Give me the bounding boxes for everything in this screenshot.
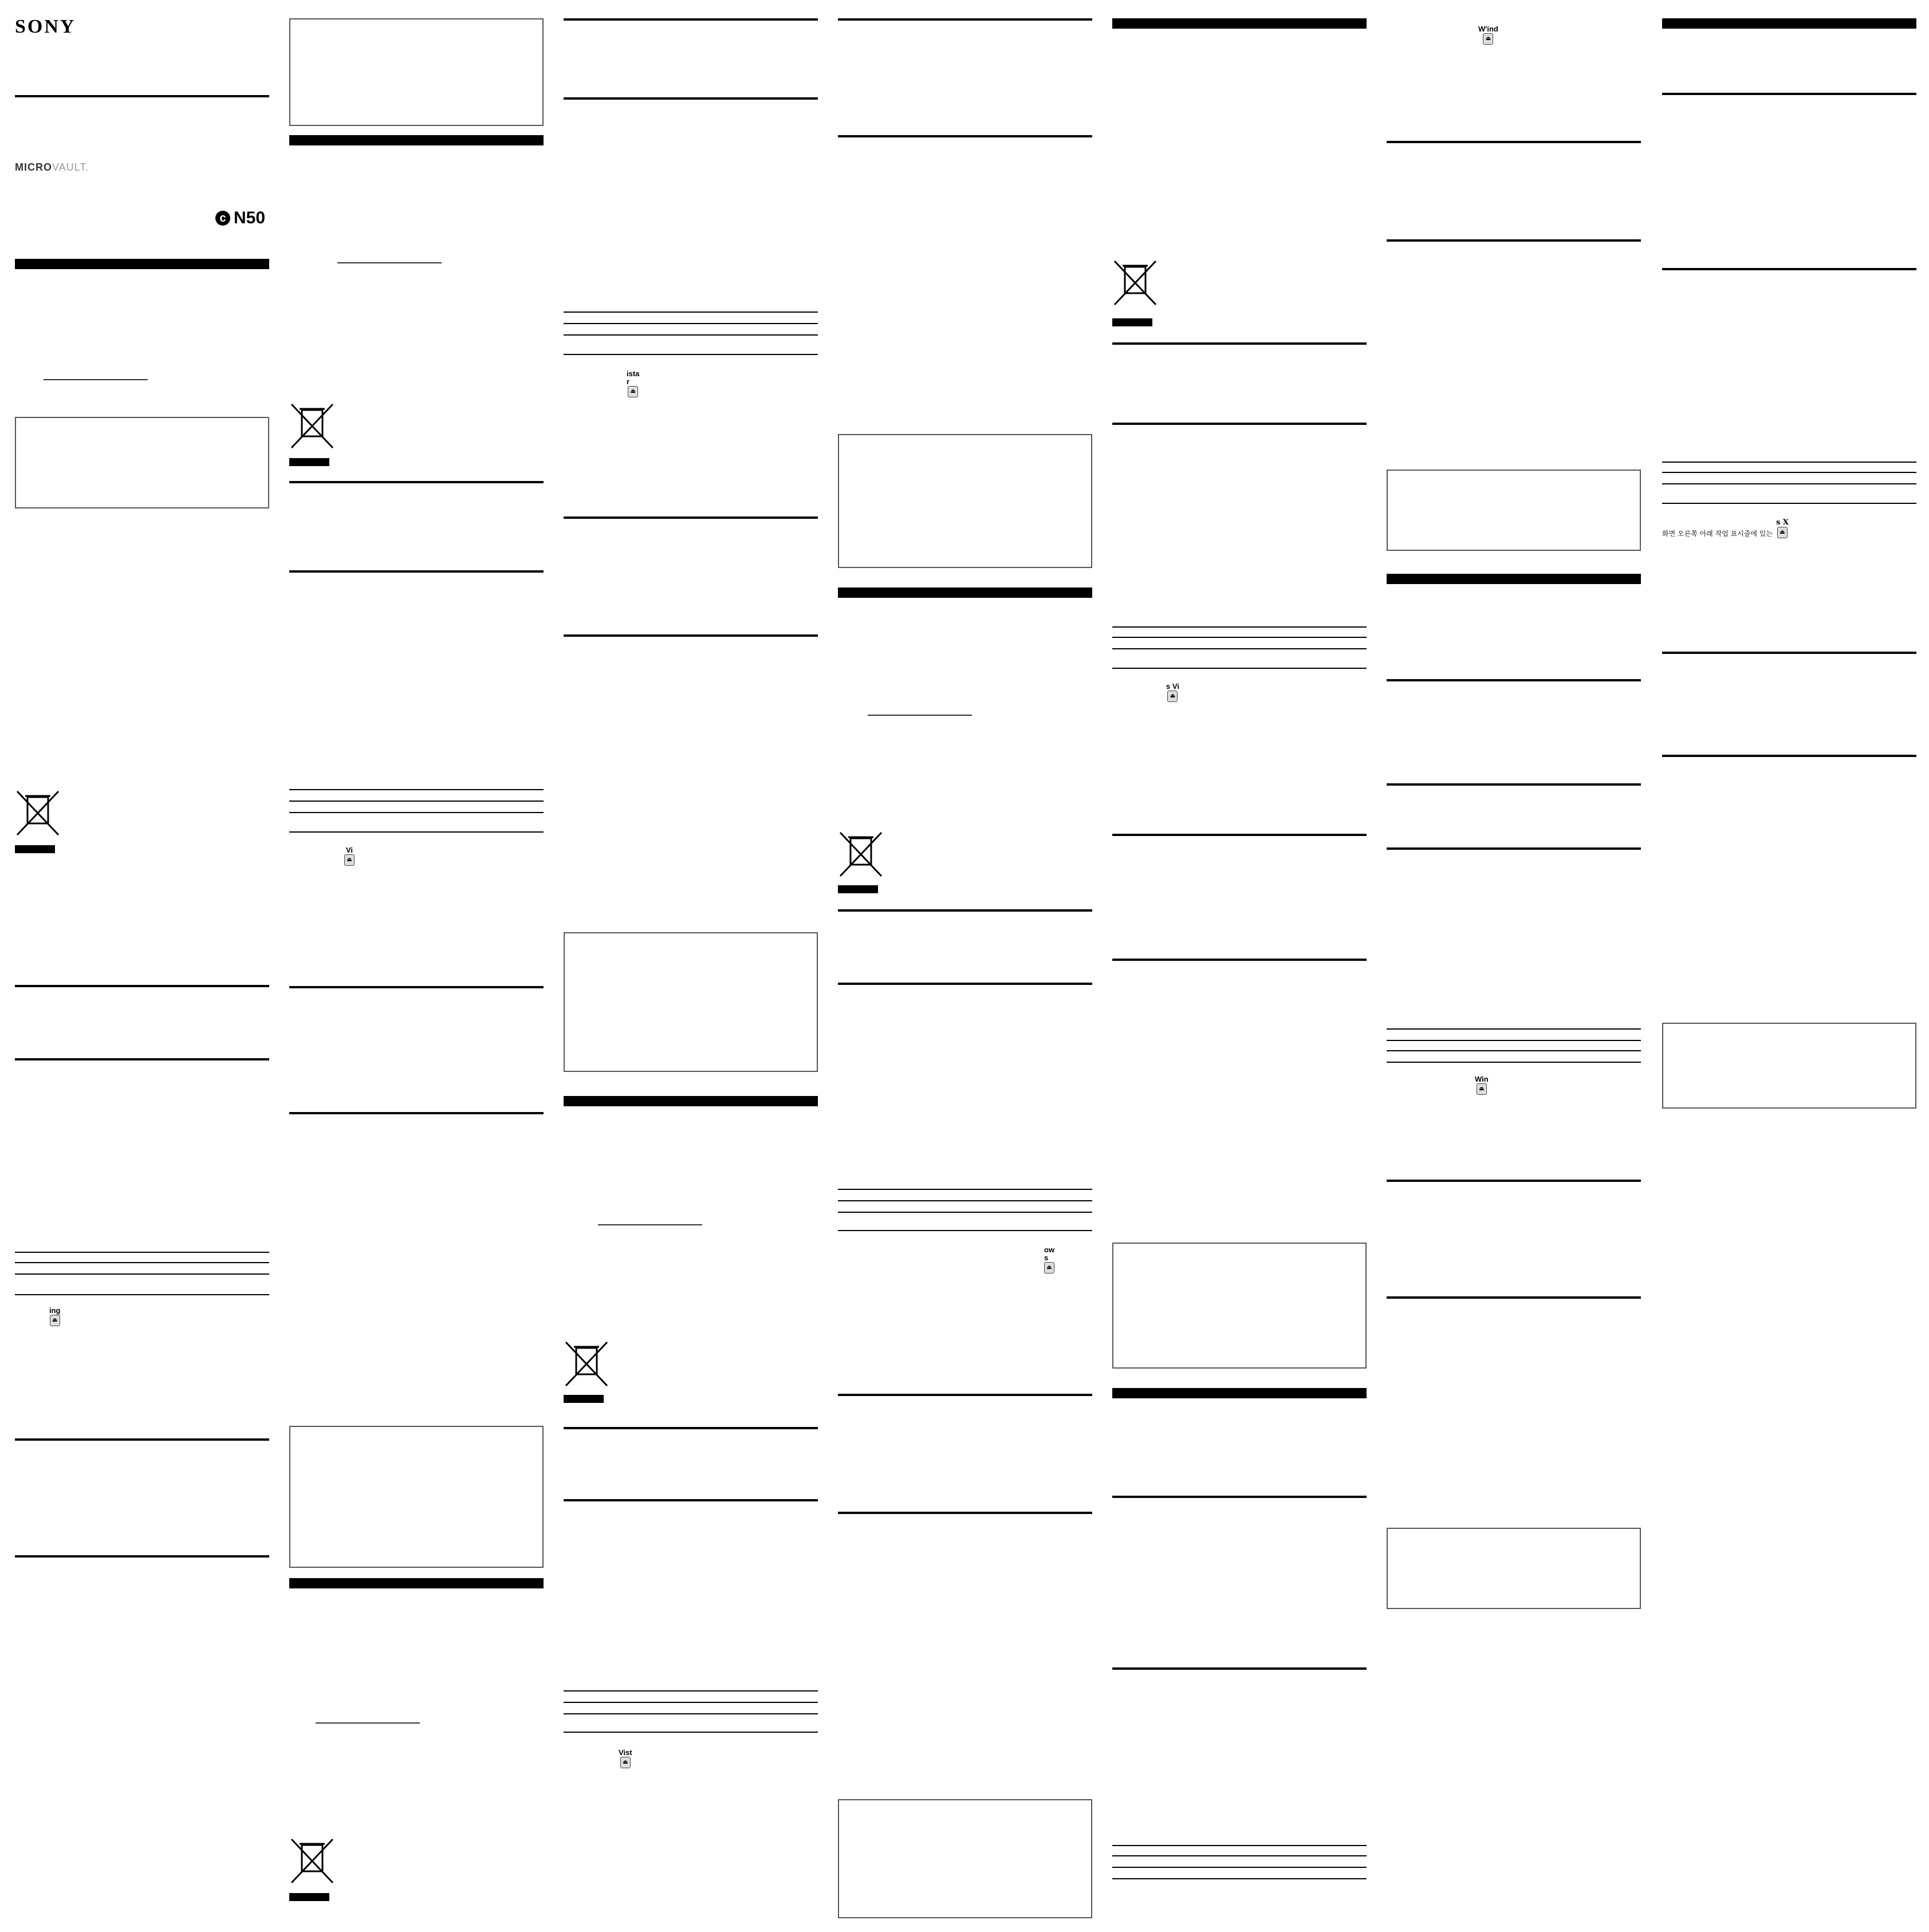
section-bar <box>1387 574 1641 584</box>
table-line <box>564 1690 818 1692</box>
notice-box <box>289 18 544 126</box>
table-line <box>1112 626 1367 628</box>
table-line <box>564 1732 818 1733</box>
divider <box>15 95 269 97</box>
section-bar <box>838 588 1092 598</box>
column-1 <box>15 0 269 1932</box>
table-line <box>1387 1028 1641 1030</box>
divider <box>564 97 818 100</box>
underline <box>598 1224 702 1225</box>
divider <box>564 634 818 637</box>
table-line <box>838 1212 1092 1213</box>
divider <box>1662 268 1916 270</box>
divider <box>15 1438 269 1441</box>
usb-tray-icon: ⏏ <box>1044 1262 1054 1273</box>
tray-icon-block: ista r ⏏ <box>627 370 639 397</box>
column-5 <box>1112 0 1367 1932</box>
tray-icon-block: Win ⏏ <box>1475 1075 1489 1095</box>
recycle-bar <box>289 1893 329 1901</box>
divider <box>838 18 1092 21</box>
divider <box>15 1555 269 1558</box>
notice-box <box>1387 470 1641 551</box>
table-line <box>1387 1050 1641 1051</box>
divider <box>838 135 1092 137</box>
table-line <box>289 801 544 802</box>
divider <box>1112 834 1367 836</box>
table-line <box>1387 1040 1641 1041</box>
recycle-bar <box>838 885 878 893</box>
table-line <box>1112 668 1367 669</box>
divider <box>1662 93 1916 95</box>
usb-tray-icon: ⏏ <box>1483 33 1493 45</box>
korean-instruction: 화면 오른쪽 아래 작업 표시줄에 있는 s X ⏏ <box>1662 518 1789 538</box>
table-line <box>289 789 544 790</box>
table-line <box>1387 1062 1641 1063</box>
divider <box>289 570 544 573</box>
divider <box>1112 959 1367 961</box>
crossed-out-wheelie-bin-icon <box>289 1837 335 1888</box>
column-6 <box>1387 0 1641 1932</box>
usb-tray-icon: ⏏ <box>50 1315 60 1326</box>
table-line <box>838 1189 1092 1190</box>
tray-icon-block: Vist ⏏ <box>619 1749 632 1768</box>
divider <box>1662 755 1916 757</box>
divider <box>1112 423 1367 425</box>
divider <box>1387 783 1641 786</box>
section-bar <box>1662 18 1916 29</box>
table-line <box>1112 648 1367 649</box>
crossed-out-wheelie-bin-icon <box>838 830 884 882</box>
crossed-out-wheelie-bin-icon <box>15 789 61 841</box>
table-line <box>15 1273 269 1275</box>
divider <box>564 1499 818 1501</box>
divider <box>564 1427 818 1429</box>
notice-box <box>838 1799 1092 1918</box>
recycle-bar <box>564 1395 604 1403</box>
table-line <box>564 354 818 355</box>
table-line <box>1112 637 1367 638</box>
notice-box <box>1662 1023 1916 1109</box>
section-bar <box>15 259 269 269</box>
column-4 <box>838 0 1092 1932</box>
table-line <box>15 1294 269 1295</box>
divider <box>838 983 1092 985</box>
divider <box>1387 1296 1641 1299</box>
underline <box>337 262 442 263</box>
section-bar <box>289 135 544 145</box>
model-mark-icon: c <box>215 211 230 226</box>
notice-box <box>564 932 818 1072</box>
column-7 <box>1662 0 1916 1932</box>
table-line <box>1112 1845 1367 1846</box>
divider <box>1387 1180 1641 1182</box>
microvault-logo: MICROVAULT. <box>15 161 89 173</box>
recycle-bar <box>1112 318 1152 326</box>
model-name: N50 <box>234 208 266 227</box>
table-line <box>564 323 818 324</box>
table-line <box>564 1713 818 1714</box>
section-bar <box>564 1096 818 1106</box>
section-bar <box>1112 18 1367 29</box>
usb-tray-icon: ⏏ <box>1777 527 1788 538</box>
tray-icon-block: ow s ⏏ <box>1044 1246 1054 1273</box>
table-line <box>838 1230 1092 1231</box>
usb-tray-icon: ⏏ <box>344 854 355 866</box>
usb-tray-icon: ⏏ <box>628 386 638 397</box>
table-line <box>1662 472 1916 473</box>
table-line <box>1112 1855 1367 1856</box>
underline <box>868 715 972 716</box>
divider <box>1662 652 1916 654</box>
notice-box <box>838 434 1092 568</box>
notice-box <box>15 417 269 508</box>
table-line <box>15 1252 269 1253</box>
model-badge <box>215 208 265 228</box>
table-line <box>1112 1878 1367 1879</box>
divider <box>289 481 544 483</box>
divider <box>15 1058 269 1060</box>
divider <box>564 516 818 519</box>
notice-box <box>289 1426 544 1568</box>
tray-icon-block: s Vi ⏏ <box>1166 683 1179 702</box>
usb-tray-icon: ⏏ <box>1167 691 1178 702</box>
table-line <box>289 831 544 833</box>
tray-icon-block: ing ⏏ <box>49 1307 61 1326</box>
divider <box>1112 1496 1367 1498</box>
divider <box>1112 1667 1367 1670</box>
table-line <box>1662 462 1916 463</box>
usb-tray-icon: ⏏ <box>620 1757 631 1768</box>
recycle-bar <box>289 458 329 466</box>
table-line <box>564 312 818 313</box>
divider <box>15 985 269 987</box>
table-line <box>1112 1867 1367 1868</box>
column-2 <box>289 0 544 1932</box>
recycle-bar <box>15 845 55 853</box>
divider <box>564 18 818 21</box>
table-line <box>564 334 818 336</box>
table-line <box>1662 503 1916 504</box>
divider <box>838 1512 1092 1514</box>
underline <box>316 1722 420 1724</box>
table-line <box>15 1262 269 1263</box>
crossed-out-wheelie-bin-icon <box>1112 259 1158 310</box>
column-3 <box>564 0 818 1932</box>
notice-box <box>1112 1243 1367 1369</box>
section-bar <box>1112 1388 1367 1398</box>
crossed-out-wheelie-bin-icon <box>564 1340 609 1391</box>
crossed-out-wheelie-bin-icon <box>289 402 335 454</box>
table-line <box>838 1200 1092 1201</box>
divider <box>1112 342 1367 345</box>
sony-logo: SONY <box>15 16 76 37</box>
table-line <box>289 812 544 813</box>
divider <box>838 909 1092 912</box>
divider <box>289 1112 544 1114</box>
notice-box <box>1387 1528 1641 1609</box>
tray-icon-block: W'ind ⏏ <box>1478 25 1498 45</box>
tray-icon-block: s X ⏏ <box>1776 519 1789 538</box>
section-bar <box>289 1578 544 1588</box>
usb-tray-icon: ⏏ <box>1477 1083 1487 1095</box>
table-line <box>1662 483 1916 484</box>
underline <box>44 379 148 380</box>
tray-icon-block: Vi ⏏ <box>344 846 355 866</box>
divider <box>1387 847 1641 850</box>
table-line <box>564 1702 818 1703</box>
divider <box>1387 141 1641 143</box>
divider <box>289 986 544 988</box>
divider <box>1387 679 1641 681</box>
divider <box>1387 239 1641 242</box>
divider <box>838 1394 1092 1396</box>
